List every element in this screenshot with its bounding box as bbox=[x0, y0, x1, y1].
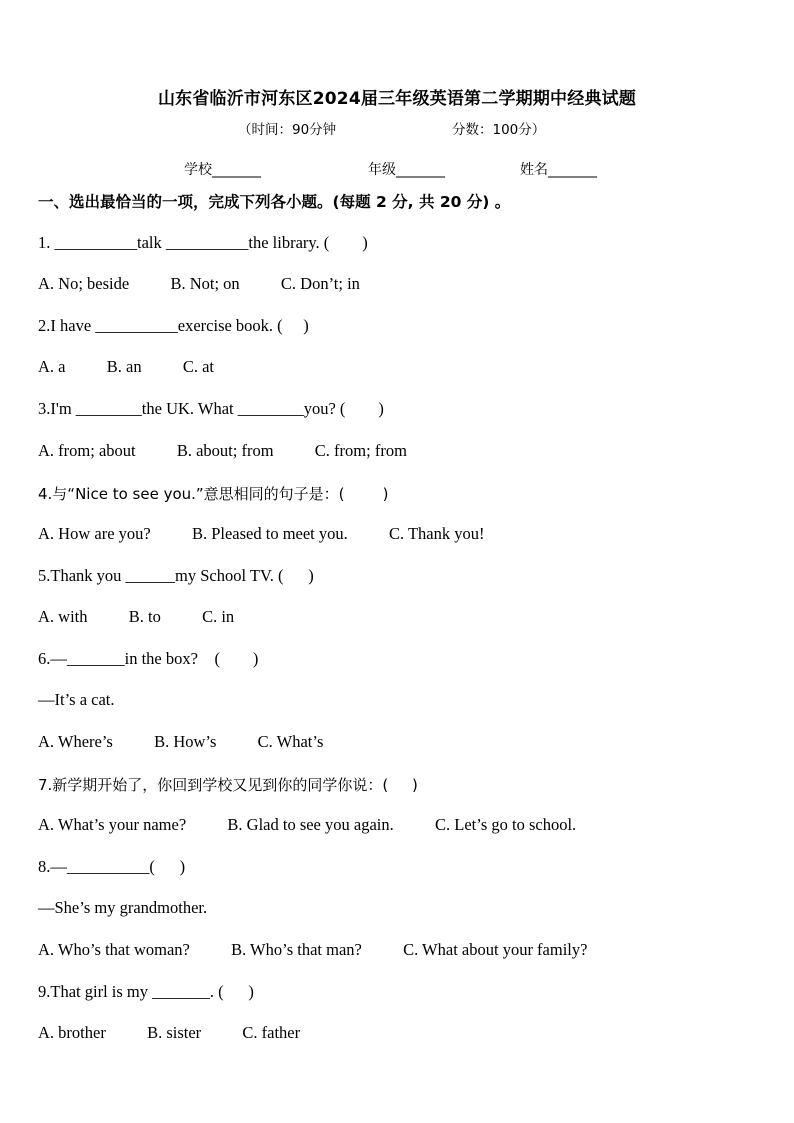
question-7: 7.新学期开始了，你回到学校又见到你的同学你说：( ) bbox=[38, 776, 418, 794]
question-8: 8.—__________( ) bbox=[38, 857, 186, 876]
question-9-options: A. brother B. sister C. father bbox=[38, 1023, 301, 1042]
question-1: 1. __________talk __________the library. ( ) bbox=[38, 233, 368, 252]
question-5: 5.Thank you ______my School TV. ( ) bbox=[38, 566, 314, 585]
section-heading: 一、选出最恰当的一项，完成下列各小题。(每题 2 分, 共 20 分) 。 bbox=[38, 193, 511, 211]
question-3-options: A. from; about B. about; from C. from; from bbox=[38, 441, 407, 460]
question-3: 3.I'm ________the UK. What ________you? ( ) bbox=[38, 399, 384, 418]
question-8-options: A. Who’s that woman? B. Who’s that man? C. What about your family? bbox=[38, 940, 588, 959]
exam-title: 山东省临沂市河东区2024届三年级英语第二学期期中经典试题 bbox=[157, 89, 637, 109]
question-5-options: A. with B. to C. in bbox=[38, 607, 235, 626]
grade-field: 年级_______ bbox=[368, 162, 445, 178]
exam-time: （时间：90分钟 bbox=[238, 122, 337, 138]
question-1-options: A. No; beside B. Not; on C. Don’t; in bbox=[38, 274, 360, 293]
question-6: 6.—_______in the box? ( ) bbox=[38, 649, 259, 668]
school-field: 学校_______ bbox=[184, 162, 261, 178]
question-8-answer-line: —She’s my grandmother. bbox=[38, 898, 208, 917]
question-4: 4.与“Nice to see you.”意思相同的句子是：( ) bbox=[38, 485, 389, 503]
exam-score: 分数：100分） bbox=[452, 122, 546, 138]
question-2-options: A. a B. an C. at bbox=[38, 357, 214, 376]
question-9: 9.That girl is my _______. ( ) bbox=[38, 982, 254, 1001]
question-6-answer-line: —It’s a cat. bbox=[38, 690, 115, 709]
name-field: 姓名_______ bbox=[520, 162, 597, 178]
question-2: 2.I have __________exercise book. ( ) bbox=[38, 316, 309, 335]
question-4-options: A. How are you? B. Pleased to meet you. C. Thank you! bbox=[38, 524, 485, 543]
question-7-options: A. What’s your name? B. Glad to see you again. C. Let’s go to school. bbox=[38, 815, 577, 834]
question-6-options: A. Where’s B. How’s C. What’s bbox=[38, 732, 324, 751]
